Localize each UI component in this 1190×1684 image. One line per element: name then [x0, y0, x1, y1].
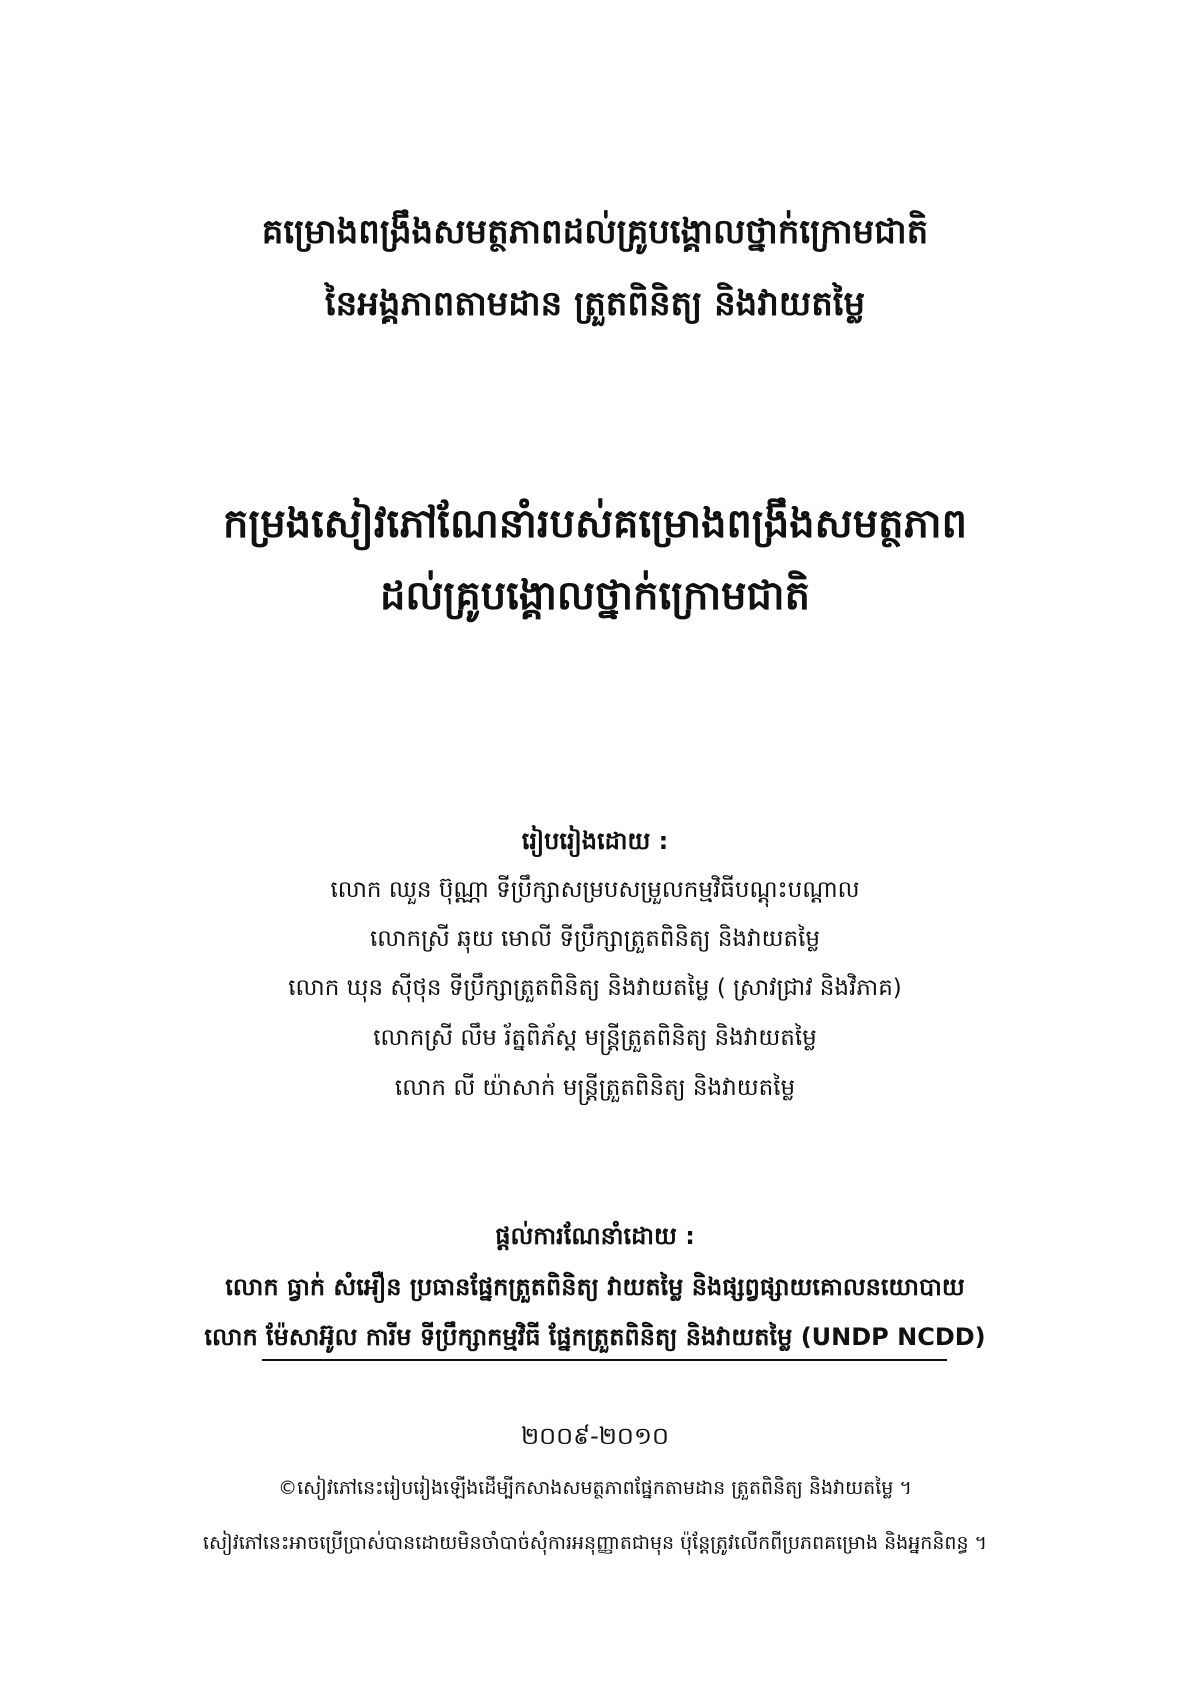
project-header-line-2: នៃអង្គភាពតាមដាន ត្រួតពិនិត្យ និងវាយតម្លៃ: [324, 284, 866, 324]
author-line: លោកស្រី ឆុយ មោលី ទីប្រឹក្សាត្រួតពិនិត្យ និងវាយតម្លៃ: [369, 926, 821, 952]
prepared-by-label: រៀបរៀងដោយ :: [521, 827, 669, 855]
book-title-line-2: ដល់គ្រូបង្គោលថ្នាក់ក្រោមជាតិ: [379, 572, 811, 619]
guided-by-label: ផ្តល់ការណែនាំដោយ :: [495, 1222, 695, 1250]
author-line: លោកស្រី លឹម រ័ត្នពិភ័ស្ត មន្ត្រីត្រួតពិនិត្យ និងវាយតម្លៃ: [373, 1025, 817, 1051]
author-line: លោក ឃុន ស៊ីថុន ទីប្រឹក្សាត្រួតពិនិត្យ និងវាយតម្លៃ ( ស្រាវជ្រាវ និងវិភាគ): [288, 975, 902, 1001]
usage-footnote: សៀវភៅនេះអាចប្រើប្រាស់បានដោយមិនចាំបាច់សុំការអនុញ្ញាតជាមុន ប៉ុន្តែត្រូវលើកពីប្រភពគម្រោង និងអ្នកនិពន្ធ ។: [202, 1532, 988, 1554]
advisor-line: លោក ម៉ែសាអ៊ូល ការីម ទីប្រឹក្សាកម្មវិធី ផ្នែកត្រួតពិនិត្យ និងវាយតម្លៃ (UNDP NCDD): [204, 1323, 986, 1351]
advisor-line: លោក ធ្វាក់ សំអឿន ប្រធានផ្នែកត្រួតពិនិត្យ វាយតម្លៃ និងផ្សព្វផ្សាយគោលនយោបាយ: [225, 1273, 965, 1301]
publication-year: ២០០៩-២០១០: [520, 1422, 670, 1450]
project-header-line-1: គម្រោងពង្រឹងសមត្ថភាពដល់គ្រូបង្គោលថ្នាក់ក្រោមជាតិ: [261, 212, 929, 252]
author-line: លោក លី យ៉ាសាក់ មន្ត្រីត្រួតពិនិត្យ និងវាយតម្លៃ: [394, 1075, 796, 1101]
footnote-divider: [262, 1359, 947, 1361]
copyright-footnote: ©សៀវភៅនេះរៀបរៀងឡើងដើម្បីកសាងសមត្ថភាពផ្នែកតាមដាន ត្រួតពិនិត្យ និងវាយតម្លៃ ។: [278, 1477, 912, 1499]
book-title-line-1: កម្រងសៀវភៅណែនាំរបស់គម្រោងពង្រឹងសមត្ថភាព: [223, 500, 967, 547]
author-line: លោក ឈួន ប៊ុណ្ណា ទីប្រឹក្សាសម្របសម្រួលកម្មវិធីបណ្តុះបណ្តាល: [330, 877, 860, 903]
